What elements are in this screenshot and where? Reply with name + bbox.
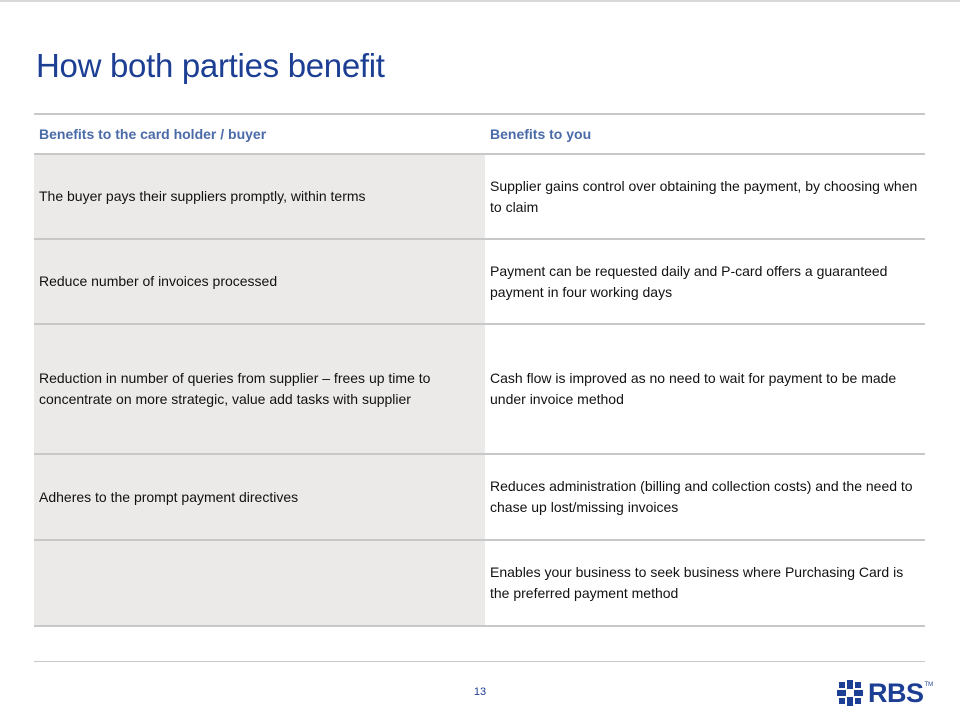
table-header-row [34,114,925,154]
benefits-table [34,113,925,627]
your-benefit-cell: Payment can be requested daily and P-card offers a guaranteed payment in four working days [485,239,925,324]
buyer-benefit-cell: Reduce number of invoices processed [34,239,485,324]
footer-rule [34,661,925,662]
your-benefit-cell: Enables your business to seek business where Purchasing Card is the preferred payment method [485,540,925,626]
your-benefit-cell: Supplier gains control over obtaining the payment, by choosing when to claim [485,154,925,239]
rbs-logo [836,676,933,710]
top-rule [0,0,960,2]
slide-title: How both parties benefit [36,47,385,84]
trademark-mark: TM [924,682,934,688]
page-number: 13 [473,686,487,698]
header-buyer-benefits: Benefits to the card holder / buyer [34,114,485,154]
your-benefit-cell: Reduces administration (billing and collection costs) and the need to chase up lost/missing invoices [485,454,925,540]
rbs-wordmark: RBS [868,678,924,708]
table-row [34,324,925,454]
buyer-benefit-cell: The buyer pays their suppliers promptly, within terms [34,154,485,239]
your-benefit-cell: Cash flow is improved as no need to wait for payment to be made under invoice method [485,324,925,454]
table-row [34,454,925,540]
buyer-benefit-cell: Adheres to the prompt payment directives [34,454,485,540]
table-row [34,154,925,239]
buyer-benefit-cell [34,540,485,626]
table-row [34,540,925,626]
header-your-benefits: Benefits to you [485,114,925,154]
buyer-benefit-cell: Reduction in number of queries from supplier – frees up time to concentrate on more strategic, value add tasks with supplier [34,324,485,454]
rbs-daisy-wheel-icon [836,679,864,707]
table-row [34,239,925,324]
